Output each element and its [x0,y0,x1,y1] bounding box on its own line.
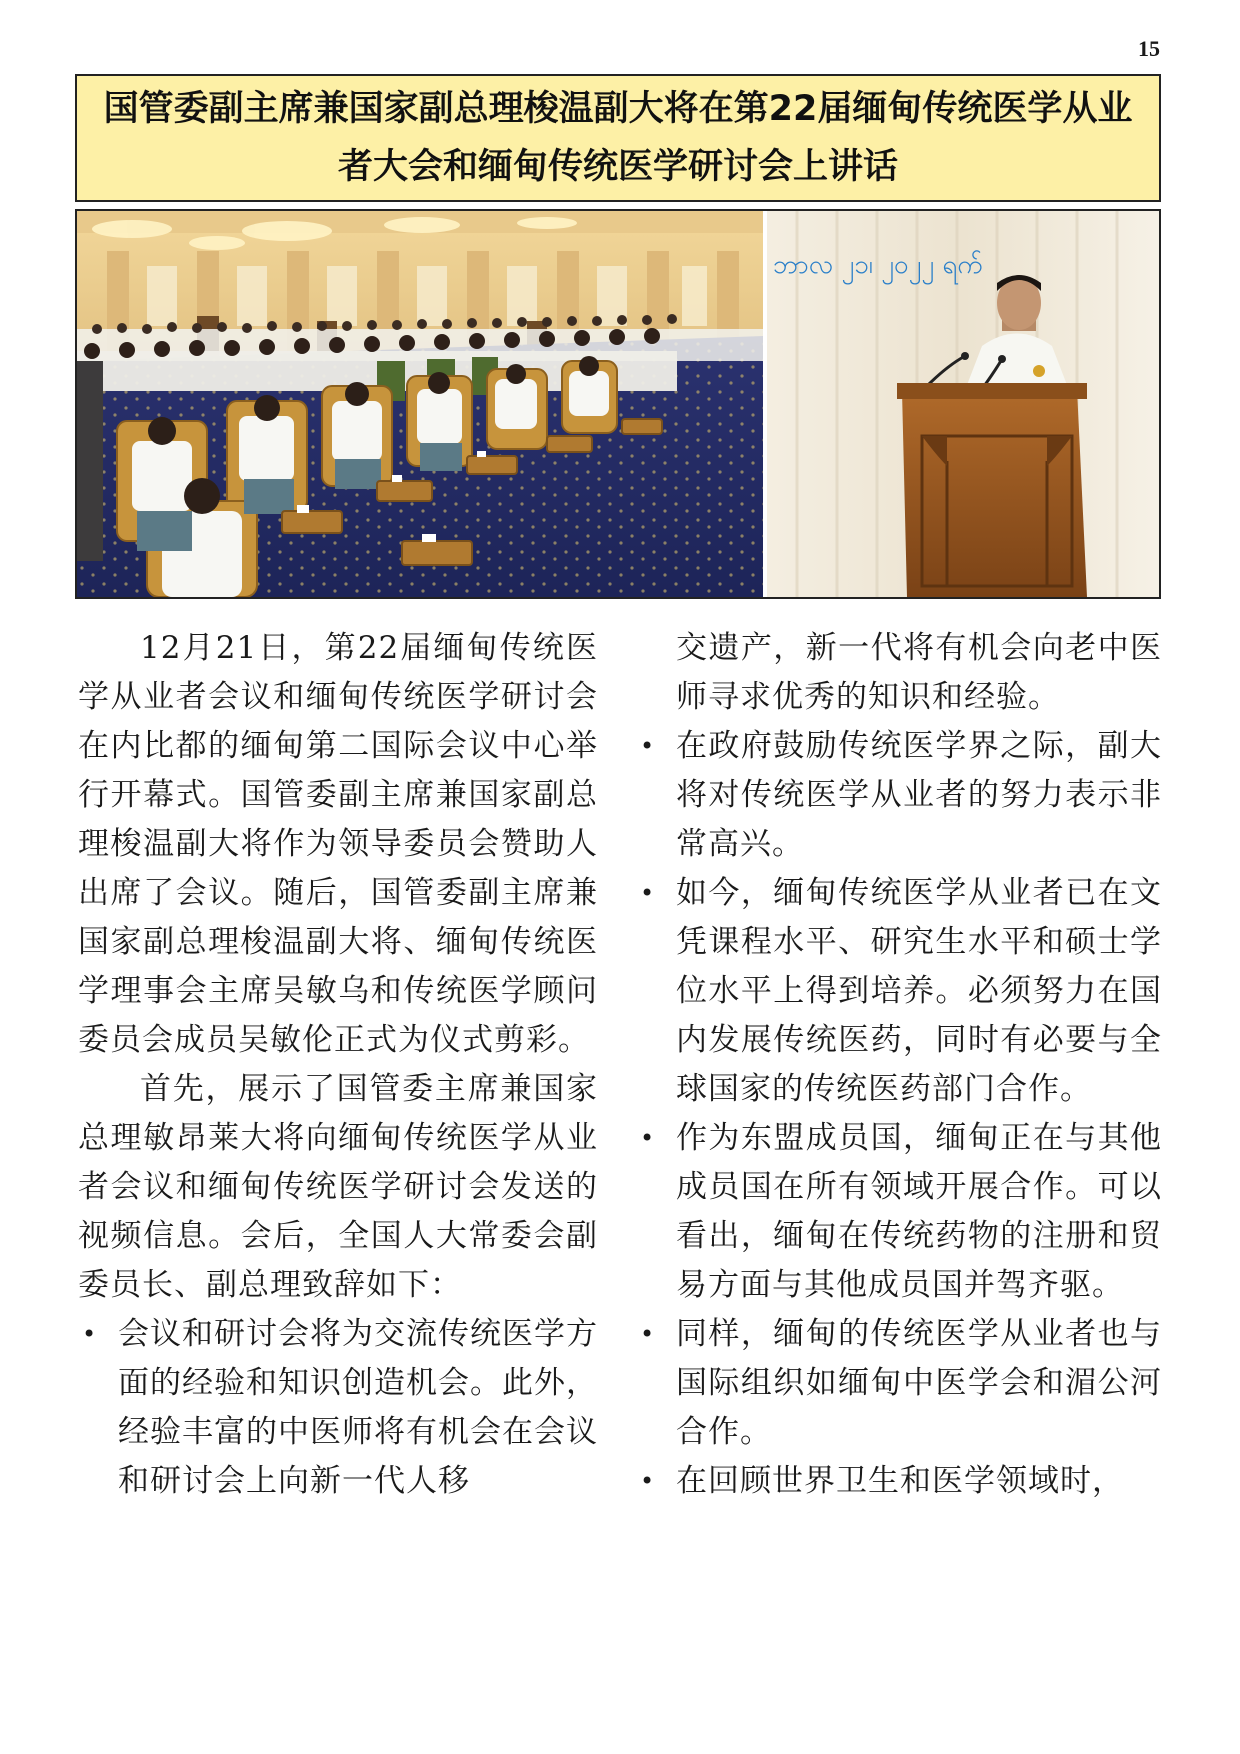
bullet-list-left [78,1310,598,1506]
list-item-continued [636,624,1162,722]
conference-audience-photo [77,211,763,597]
list-item-text: 如今，缅甸传统医学从业者已在文凭课程水平、研究生水平和硕士学位水平上得到培养。必须努力在国内发展传统医药，同时有必要与全球国家的传统医药部门合作。 [676,875,1162,1107]
speaker-podium-photo [767,211,1159,597]
list-item [636,869,1162,1114]
article-title: 国管委副主席兼国家副总理梭温副大将在第22届缅甸传统医学从业者大会和缅甸传统医学研讨会上讲话 [103,89,1133,187]
list-item-text: 交遗产，新一代将有机会向老中医师寻求优秀的知识和经验。 [676,630,1162,715]
bullet-marker: • [82,1320,98,1348]
list-item-text: 作为东盟成员国，缅甸正在与其他成员国在所有领域开展合作。可以看出，缅甸在传统药物的注册和贸易方面与其他成员国并驾齐驱。 [676,1120,1162,1303]
list-item-text: 在政府鼓励传统医学界之际，副大将对传统医学从业者的努力表示非常高兴。 [676,728,1162,862]
bullet-marker: • [640,732,656,760]
bullet-marker: • [640,1124,656,1152]
article-paragraph: 首先，展示了国管委主席兼国家总理敏昂莱大将向缅甸传统医学从业者会议和缅甸传统医学研讨会发送的视频信息。会后，全国人大常委会副委员长、副总理致辞如下： [78,1071,598,1303]
list-item-text: 会议和研讨会将为交流传统医学方面的经验和知识创造机会。此外，经验丰富的中医师将有机会在会议和研讨会上向新一代人移 [118,1316,598,1499]
list-item [78,1310,598,1506]
article-paragraph: 12月21日，第22届缅甸传统医学从业者会议和缅甸传统医学研讨会在内比都的缅甸第二国际会议中心举行开幕式。国管委副主席兼国家副总理梭温副大将作为领导委员会赞助人出席了会议。随后，国管委副主席兼国家副总理梭温副大将、缅甸传统医学理事会主席吴敏乌和传统医学顾问委员会成员吴敏伦正式为仪式剪彩。 [78,630,598,1058]
title-box [75,74,1161,202]
bullet-marker: • [640,879,656,907]
bullet-marker: • [640,1320,656,1348]
bullet-marker: • [640,1467,656,1495]
photo-frame [75,209,1161,599]
list-item [636,1114,1162,1310]
page-number: 15 [1138,36,1160,61]
list-item [636,1457,1162,1506]
list-item [636,722,1162,869]
article-column-right [636,624,1162,1506]
banner-text: ဘာလ ၂၁၊ ၂၀၂၂ ရက် [773,250,983,280]
list-item-text: 同样，缅甸的传统医学从业者也与国际组织如缅甸中医学会和湄公河合作。 [676,1316,1162,1450]
article-column-left [78,624,598,1506]
list-item [636,1310,1162,1457]
bullet-list-right [636,624,1162,1506]
list-item-text: 在回顾世界卫生和医学领域时， [676,1463,1124,1499]
